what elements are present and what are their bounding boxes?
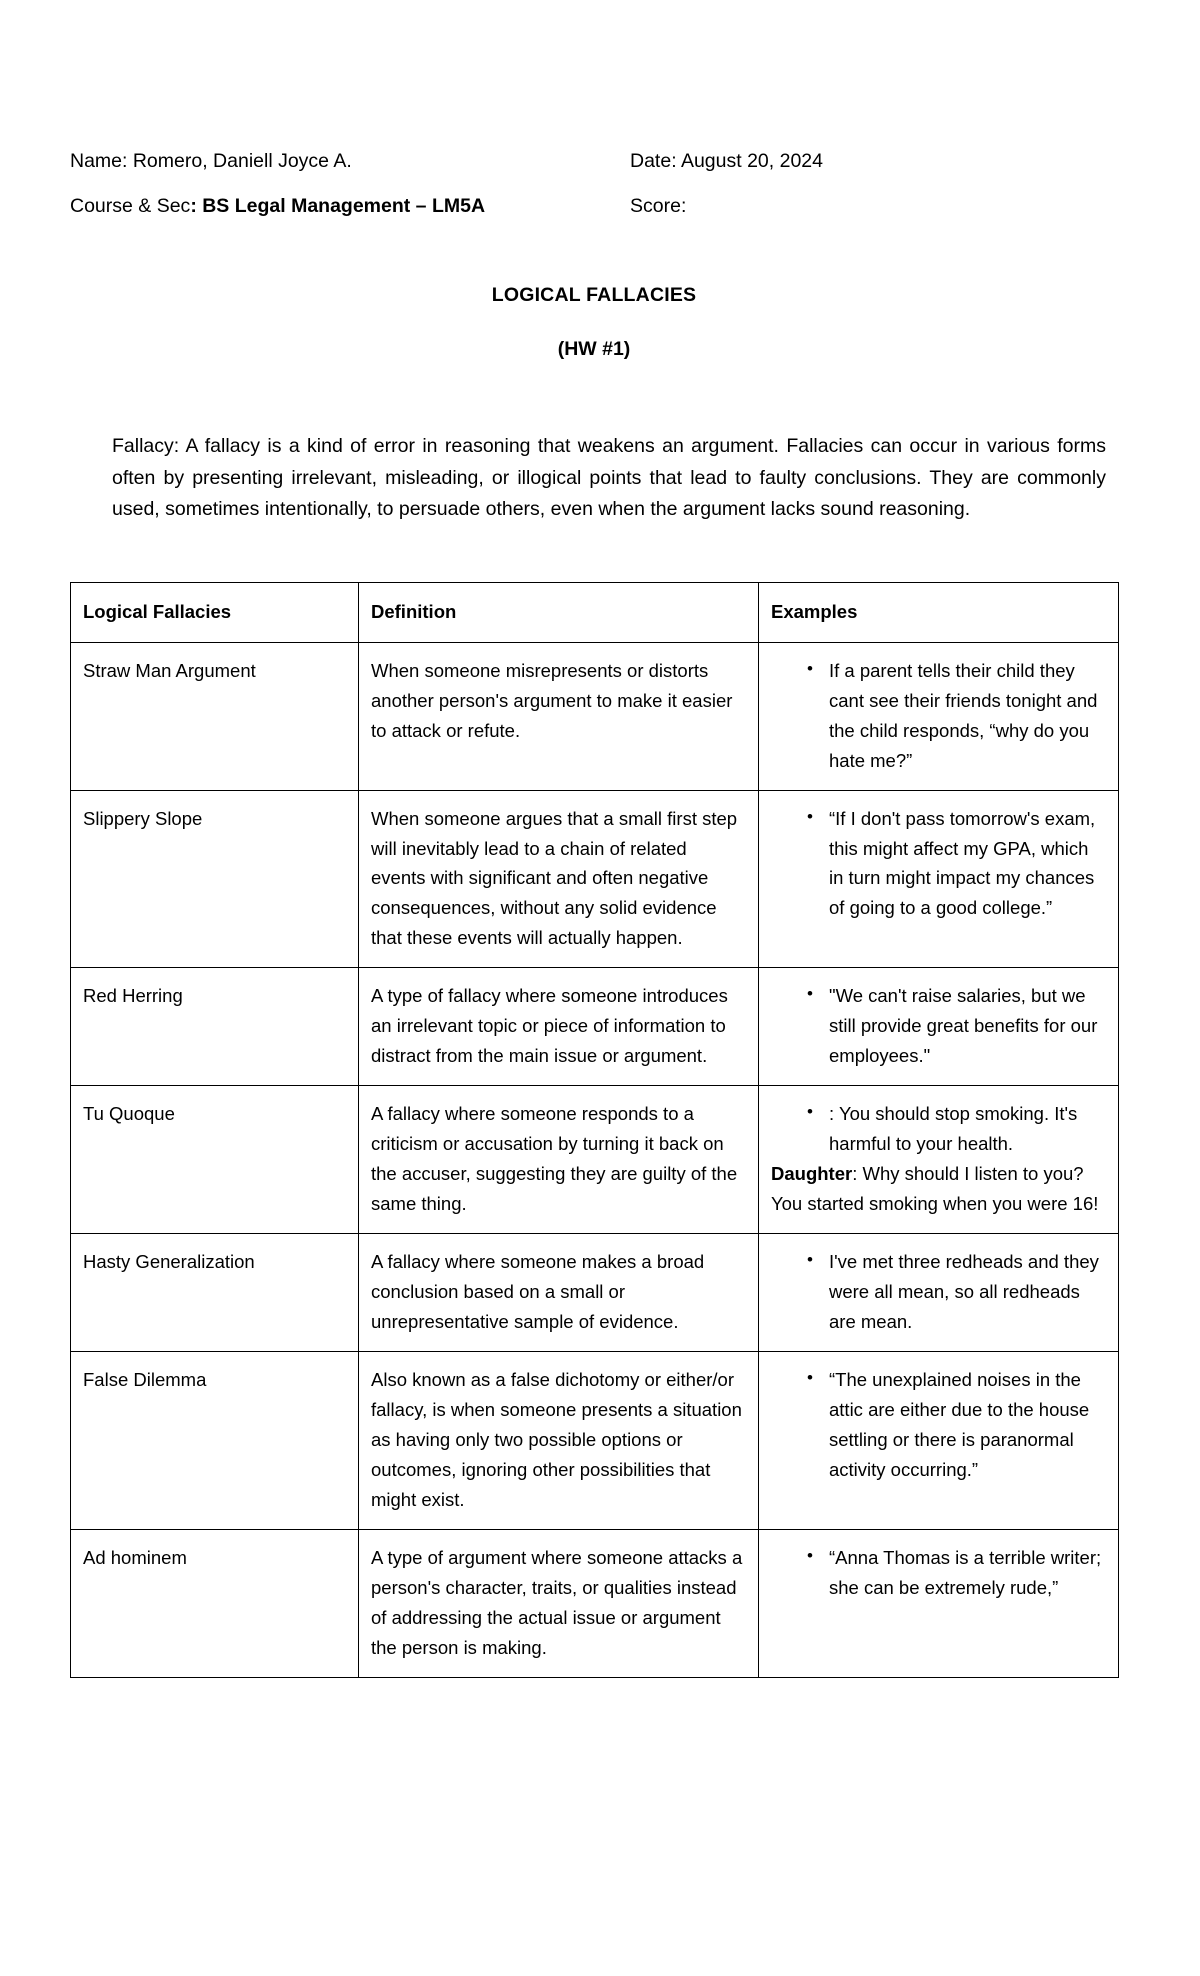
- fallacy-name: Red Herring: [71, 968, 359, 1086]
- course-label: Course & Sec: [70, 194, 191, 217]
- table-row: [71, 1086, 1119, 1234]
- fallacy-definition: A type of argument where someone attacks a person's character, traits, or qualities instead of addressing the actual issue or argument the person is making.: [359, 1529, 759, 1677]
- page-title: LOGICAL FALLACIES: [491, 284, 697, 307]
- title-block: [70, 282, 1118, 363]
- table-body: [71, 642, 1119, 1677]
- fallacy-name: Ad hominem: [71, 1529, 359, 1677]
- list-item: • : You should stop smoking. It's harmful to your health.: [809, 1099, 1106, 1159]
- fallacy-definition: When someone argues that a small first step will inevitably lead to a chain of related events with significant and often negative consequences, without any solid evidence that these events will actually happen.: [359, 790, 759, 968]
- dialogue-speaker: Daughter: [771, 1163, 853, 1185]
- fallacy-name: Hasty Generalization: [71, 1234, 359, 1352]
- fallacy-definition: When someone misrepresents or distorts another person's argument to make it easier to attack or refute.: [359, 642, 759, 790]
- score-field: Score:: [630, 194, 687, 217]
- list-item: • “Anna Thomas is a terrible writer; she can be extremely rude,”: [809, 1543, 1106, 1603]
- course-and-section: [70, 193, 630, 221]
- table-row: [71, 1234, 1119, 1352]
- example-list: [771, 1365, 1106, 1485]
- fallacy-table: [70, 582, 1119, 1678]
- list-item: • "We can't raise salaries, but we still provide great benefits for our employees.": [809, 981, 1106, 1071]
- fallacy-table-wrapper: [70, 582, 1118, 1678]
- list-item: • “If I don't pass tomorrow's exam, this might affect my GPA, which in turn might impact my chances of going to a good college.”: [809, 804, 1106, 924]
- example-list: [771, 1543, 1106, 1603]
- fallacy-examples: [759, 1234, 1119, 1352]
- fallacy-name: Slippery Slope: [71, 790, 359, 968]
- document-sheet: [70, 0, 1118, 1678]
- course-value: : BS Legal Management – LM5A: [190, 194, 486, 217]
- fallacy-examples: [759, 790, 1119, 968]
- list-item: • I've met three redheads and they were all mean, so all redheads are mean.: [809, 1247, 1106, 1337]
- course-score-row: [70, 193, 1118, 221]
- fallacy-examples: [759, 1529, 1119, 1677]
- fallacy-examples: [759, 968, 1119, 1086]
- name-date-row: [70, 148, 1118, 176]
- table-row: [71, 1352, 1119, 1530]
- list-item: • “The unexplained noises in the attic are either due to the house settling or there is paranormal activity occurring.”: [809, 1365, 1106, 1485]
- example-list: [771, 656, 1106, 776]
- table-row: [71, 790, 1119, 968]
- fallacy-definition: A fallacy where someone responds to a criticism or accusation by turning it back on the accuser, suggesting they are guilty of the same thing.: [359, 1086, 759, 1234]
- student-name: Name: Romero, Daniell Joyce A.: [70, 150, 352, 172]
- table-row: [71, 968, 1119, 1086]
- student-info-block: [70, 0, 1118, 220]
- fallacy-examples: [759, 642, 1119, 790]
- dialogue-text: : Why should I listen to you? You started smoking when you were 16!: [771, 1163, 1099, 1215]
- table-header-row: [71, 582, 1119, 642]
- table-row: [71, 1529, 1119, 1677]
- table-row: [71, 642, 1119, 790]
- fallacy-name: False Dilemma: [71, 1352, 359, 1530]
- fallacy-definition: Also known as a false dichotomy or either/or fallacy, is when someone presents a situation as having only two possible options or outcomes, ignoring other possibilities that might exist.: [359, 1352, 759, 1530]
- list-item: • If a parent tells their child they cant see their friends tonight and the child responds, “why do you hate me?”: [809, 656, 1106, 776]
- date-field: Date: August 20, 2024: [630, 150, 823, 172]
- example-list: [771, 1247, 1106, 1337]
- fallacy-name: Straw Man Argument: [71, 642, 359, 790]
- fallacy-definition: A type of fallacy where someone introduces an irrelevant topic or piece of information to distract from the main issue or argument.: [359, 968, 759, 1086]
- column-header-fallacies: Logical Fallacies: [71, 582, 359, 642]
- fallacy-examples: [759, 1352, 1119, 1530]
- example-list: [771, 804, 1106, 924]
- fallacy-definition: A fallacy where someone makes a broad conclusion based on a small or unrepresentative sample of evidence.: [359, 1234, 759, 1352]
- intro-paragraph: Fallacy: A fallacy is a kind of error in reasoning that weakens an argument. Fallacies can occur in various forms often by presenting irrelevant, misleading, or illogical points that lead to faulty conclusions. They are commonly used, sometimes intentionally, to persuade others, even when the argument lacks sound reasoning.: [112, 434, 1106, 521]
- example-list: [771, 1099, 1106, 1159]
- column-header-definition: Definition: [359, 582, 759, 642]
- page-subtitle: (HW #1): [557, 337, 631, 360]
- dialogue-line: [771, 1159, 1106, 1219]
- column-header-examples: Examples: [759, 582, 1119, 642]
- example-list: [771, 981, 1106, 1071]
- fallacy-examples: [759, 1086, 1119, 1234]
- fallacy-name: Tu Quoque: [71, 1086, 359, 1234]
